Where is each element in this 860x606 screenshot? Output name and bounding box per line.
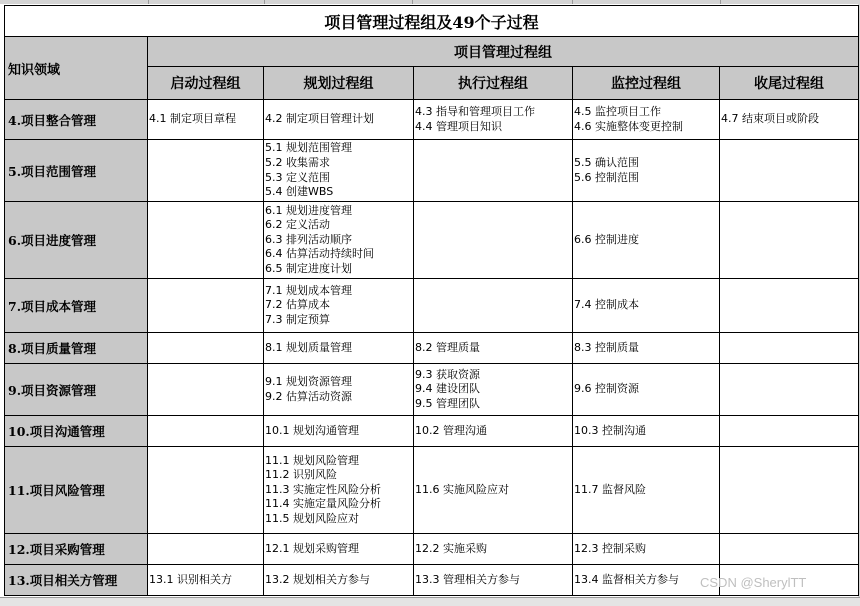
process-item: 5.3 定义范围 — [265, 170, 330, 184]
process-item: 11.6 实施风险应对 — [415, 482, 509, 496]
process-item: 4.2 制定项目管理计划 — [265, 112, 374, 126]
process-cell-planning[interactable] — [264, 534, 414, 565]
process-item: 12.3 控制采购 — [574, 541, 646, 555]
sheet-title[interactable]: 项目管理过程组及49个子过程 — [5, 6, 859, 37]
process-item: 9.2 估算活动资源 — [265, 389, 352, 403]
process-cell-closing[interactable] — [720, 140, 859, 202]
process-cell-initiating[interactable] — [148, 279, 264, 333]
knowledge-area-header[interactable]: 知识领域 — [5, 37, 148, 100]
group-header-initiating[interactable]: 启动过程组 — [148, 67, 264, 100]
process-cell-initiating[interactable] — [148, 100, 264, 140]
process-cell-closing[interactable] — [720, 100, 859, 140]
process-item: 11.2 识别风险 — [265, 468, 337, 482]
process-item: 6.5 制定进度计划 — [265, 261, 352, 275]
knowledge-area-cell[interactable]: 10.项目沟通管理 — [5, 416, 148, 447]
group-header-planning[interactable]: 规划过程组 — [264, 67, 414, 100]
process-cell-planning[interactable] — [264, 447, 414, 534]
process-cell-closing[interactable] — [720, 364, 859, 416]
group-header-monitoring[interactable]: 监控过程组 — [573, 67, 720, 100]
knowledge-area-cell[interactable]: 13.项目相关方管理 — [5, 565, 148, 596]
table-row — [5, 279, 859, 333]
table-row — [5, 202, 859, 279]
process-cell-initiating[interactable] — [148, 416, 264, 447]
process-cell-monitoring[interactable] — [573, 333, 720, 364]
process-item: 11.4 实施定量风险分析 — [265, 497, 381, 511]
process-item: 7.3 制定预算 — [265, 312, 330, 326]
table-row — [5, 100, 859, 140]
table-row — [5, 534, 859, 565]
process-cell-monitoring[interactable] — [573, 279, 720, 333]
process-item: 11.5 规划风险应对 — [265, 511, 359, 525]
process-cell-monitoring[interactable] — [573, 202, 720, 279]
knowledge-area-cell[interactable]: 9.项目资源管理 — [5, 364, 148, 416]
process-cell-planning[interactable] — [264, 202, 414, 279]
process-cell-closing[interactable] — [720, 333, 859, 364]
process-item: 7.4 控制成本 — [574, 298, 639, 312]
process-item: 13.4 监督相关方参与 — [574, 572, 679, 586]
watermark-text: CSDN @SherylTT — [700, 575, 807, 590]
process-cell-initiating[interactable] — [148, 202, 264, 279]
process-cell-monitoring[interactable] — [573, 364, 720, 416]
process-cell-executing[interactable] — [414, 100, 573, 140]
process-cell-executing[interactable] — [414, 202, 573, 279]
process-item: 13.1 识别相关方 — [149, 572, 232, 586]
process-item: 6.3 排列活动顺序 — [265, 232, 352, 246]
process-item: 9.6 控制资源 — [574, 382, 639, 396]
process-item: 5.4 创建WBS — [265, 185, 334, 199]
process-cell-initiating[interactable] — [148, 140, 264, 202]
process-item: 6.2 定义活动 — [265, 218, 330, 232]
knowledge-area-cell[interactable]: 12.项目采购管理 — [5, 534, 148, 565]
knowledge-area-cell[interactable]: 4.项目整合管理 — [5, 100, 148, 140]
process-cell-initiating[interactable] — [148, 364, 264, 416]
process-item: 6.4 估算活动持续时间 — [265, 247, 374, 261]
process-item: 13.2 规划相关方参与 — [265, 572, 370, 586]
process-item: 8.3 控制质量 — [574, 340, 639, 354]
process-item: 9.4 建设团队 — [415, 382, 480, 396]
table-row — [5, 416, 859, 447]
group-header-executing[interactable]: 执行过程组 — [414, 67, 573, 100]
table-row — [5, 333, 859, 364]
process-item: 4.3 指导和管理项目工作 — [415, 104, 535, 118]
process-cell-executing[interactable] — [414, 447, 573, 534]
process-item: 4.7 结束项目或阶段 — [721, 112, 819, 126]
table-row — [5, 364, 859, 416]
process-item: 6.6 控制进度 — [574, 232, 639, 246]
process-item: 5.2 收集需求 — [265, 155, 330, 169]
process-item: 10.3 控制沟通 — [574, 423, 646, 437]
process-item: 4.5 监控项目工作 — [574, 104, 661, 118]
process-cell-initiating[interactable] — [148, 333, 264, 364]
process-item: 12.1 规划采购管理 — [265, 541, 359, 555]
process-item: 4.1 制定项目章程 — [149, 112, 236, 126]
process-cell-closing[interactable] — [720, 279, 859, 333]
process-item: 4.6 实施整体变更控制 — [574, 119, 683, 133]
process-item: 8.2 管理质量 — [415, 340, 480, 354]
process-cell-executing[interactable] — [414, 279, 573, 333]
process-cell-planning[interactable] — [264, 416, 414, 447]
process-groups-header[interactable]: 项目管理过程组 — [148, 37, 859, 67]
process-cell-planning[interactable] — [264, 279, 414, 333]
process-item: 5.1 规划范围管理 — [265, 141, 352, 155]
table-row — [5, 140, 859, 202]
process-cell-executing[interactable] — [414, 364, 573, 416]
process-cell-planning[interactable] — [264, 364, 414, 416]
process-cell-executing[interactable] — [414, 416, 573, 447]
process-item: 10.2 管理沟通 — [415, 423, 487, 437]
process-cell-executing[interactable] — [414, 565, 573, 596]
process-cell-closing[interactable] — [720, 202, 859, 279]
process-cell-monitoring[interactable] — [573, 416, 720, 447]
process-cell-initiating[interactable] — [148, 447, 264, 534]
process-item: 7.1 规划成本管理 — [265, 283, 352, 297]
group-header-closing[interactable]: 收尾过程组 — [720, 67, 859, 100]
process-item: 11.1 规划风险管理 — [265, 453, 359, 467]
table-body — [5, 100, 859, 596]
process-item: 9.3 获取资源 — [415, 367, 480, 381]
process-item: 9.5 管理团队 — [415, 396, 480, 410]
knowledge-area-cell[interactable]: 7.项目成本管理 — [5, 279, 148, 333]
process-item: 12.2 实施采购 — [415, 541, 487, 555]
process-cell-planning[interactable] — [264, 565, 414, 596]
process-cell-planning[interactable] — [264, 140, 414, 202]
process-cell-closing[interactable] — [720, 447, 859, 534]
process-cell-executing[interactable] — [414, 140, 573, 202]
process-item: 9.1 规划资源管理 — [265, 374, 352, 388]
process-cell-initiating[interactable] — [148, 534, 264, 565]
process-cell-closing[interactable] — [720, 534, 859, 565]
knowledge-area-cell[interactable]: 5.项目范围管理 — [5, 140, 148, 202]
process-cell-monitoring[interactable] — [573, 534, 720, 565]
spreadsheet-top-strip — [0, 0, 860, 4]
knowledge-area-cell[interactable]: 11.项目风险管理 — [5, 447, 148, 534]
process-item: 5.5 确认范围 — [574, 155, 639, 169]
knowledge-area-cell[interactable]: 6.项目进度管理 — [5, 202, 148, 279]
process-item: 8.1 规划质量管理 — [265, 340, 352, 354]
process-cell-monitoring[interactable] — [573, 140, 720, 202]
process-item: 7.2 估算成本 — [265, 298, 330, 312]
process-table — [4, 5, 859, 596]
process-cell-executing[interactable] — [414, 534, 573, 565]
process-cell-monitoring[interactable] — [573, 100, 720, 140]
process-item: 5.6 控制范围 — [574, 170, 639, 184]
process-cell-executing[interactable] — [414, 333, 573, 364]
process-cell-initiating[interactable] — [148, 565, 264, 596]
process-item: 13.3 管理相关方参与 — [415, 572, 520, 586]
process-cell-monitoring[interactable] — [573, 447, 720, 534]
process-item: 10.1 规划沟通管理 — [265, 423, 359, 437]
table-row — [5, 447, 859, 534]
process-item: 11.3 实施定性风险分析 — [265, 482, 381, 496]
process-item: 11.7 监督风险 — [574, 482, 646, 496]
process-item: 4.4 管理项目知识 — [415, 119, 502, 133]
process-item: 6.1 规划进度管理 — [265, 203, 352, 217]
process-cell-monitoring[interactable] — [573, 565, 720, 596]
knowledge-area-cell[interactable]: 8.项目质量管理 — [5, 333, 148, 364]
process-cell-closing[interactable] — [720, 416, 859, 447]
process-cell-planning[interactable] — [264, 100, 414, 140]
process-cell-planning[interactable] — [264, 333, 414, 364]
